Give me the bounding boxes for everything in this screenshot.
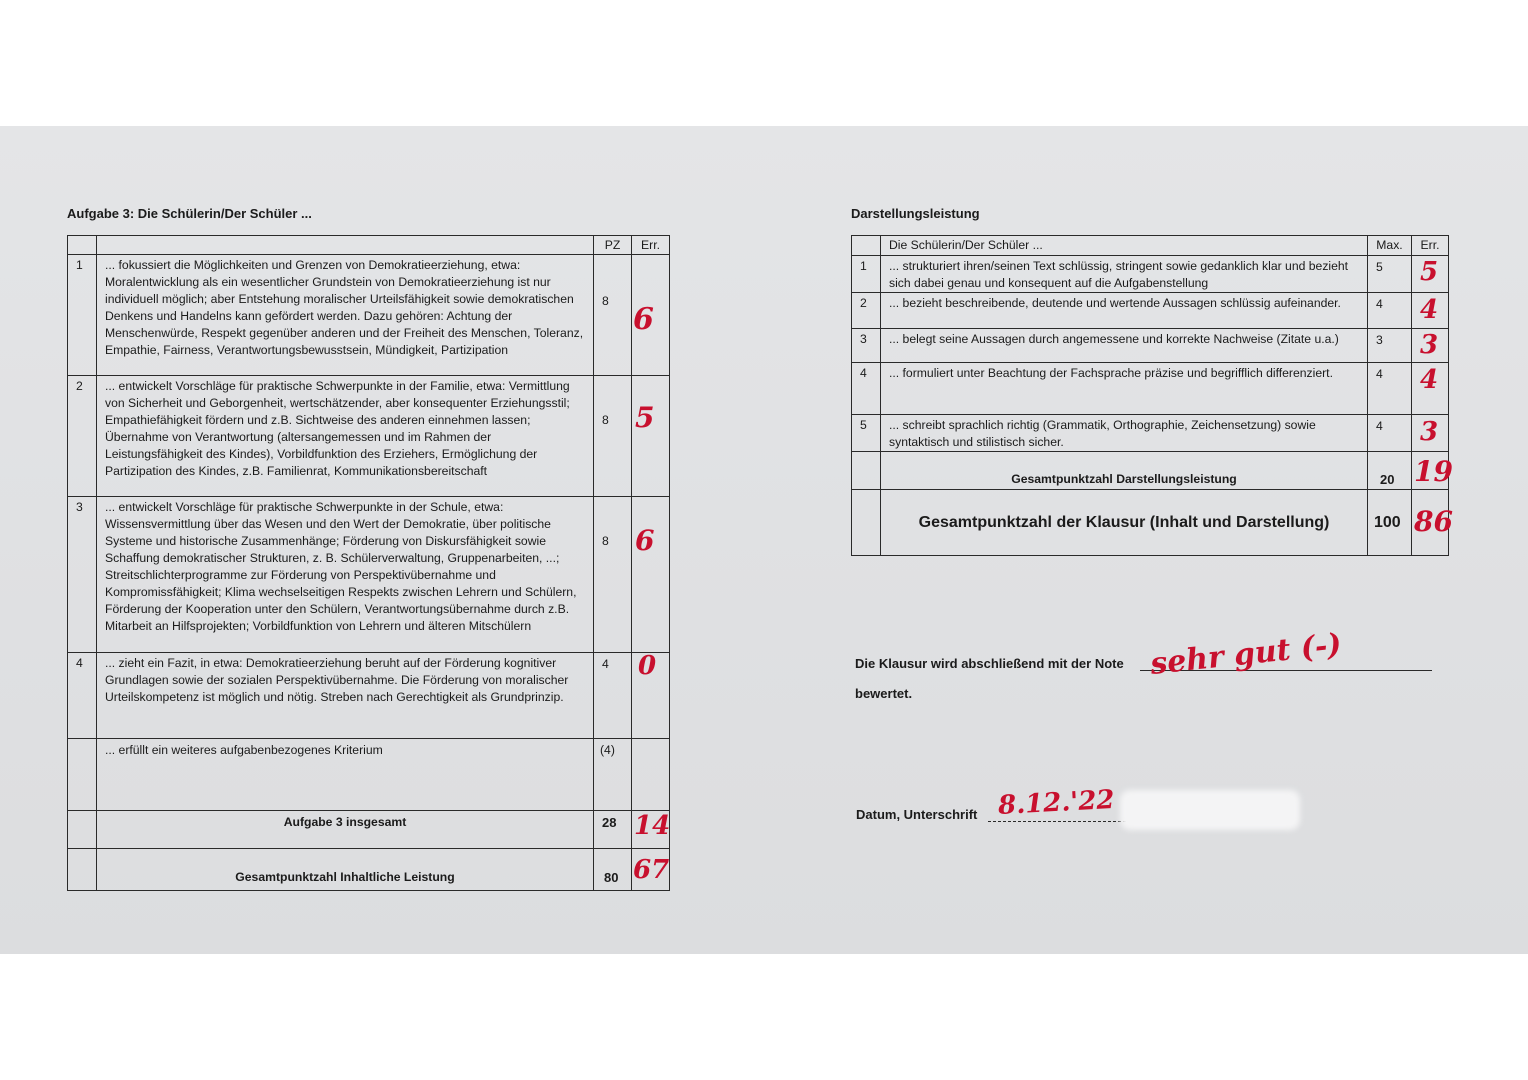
content-table [67, 235, 670, 891]
criterion-text: ... formuliert unter Beachtung der Fachsprache präzise und begrifflich differenziert. [881, 363, 1368, 415]
handwritten-exam-total: 86 [1414, 505, 1453, 538]
table-row [852, 363, 1449, 415]
criterion-text: ... bezieht beschreibende, deutende und wertende Aussagen schlüssig aufeinander. [881, 293, 1368, 329]
max-value: 5 [1368, 256, 1412, 293]
row-number: 3 [68, 497, 97, 653]
extra-pz-value: (4) [594, 739, 632, 811]
table-row [68, 255, 670, 376]
handwritten-date: 8.12.'22 [997, 784, 1116, 822]
max-value: 4 [1368, 363, 1412, 415]
task-sum-pz: 28 [594, 811, 632, 849]
handwritten-score: 6 [633, 302, 654, 337]
exam-total-label: Gesamtpunktzahl der Klausur (Inhalt und Darstellung) [881, 490, 1368, 556]
table-row [68, 376, 670, 497]
handwritten-score: 3 [1420, 330, 1439, 360]
row-number: 4 [852, 363, 881, 415]
grade-suffix: bewertet. [855, 686, 913, 701]
table-row [852, 293, 1449, 329]
redacted-signature [1120, 790, 1300, 830]
pz-value: 8 [594, 376, 632, 497]
table-header [852, 236, 1449, 256]
handwritten-content-total: 67 [633, 855, 670, 885]
max-value: 4 [1368, 293, 1412, 329]
pz-value: 8 [594, 255, 632, 376]
col-max-header: Max. [1368, 236, 1412, 256]
row-number: 3 [852, 329, 881, 363]
task-sum-row [68, 811, 670, 849]
col-err-header: Err. [1412, 236, 1449, 256]
exam-total-row [852, 490, 1449, 556]
max-value: 3 [1368, 329, 1412, 363]
row-number: 4 [68, 653, 97, 739]
presentation-sum-label: Gesamtpunktzahl Darstellungsleistung [881, 452, 1368, 490]
presentation-sum-max: 20 [1368, 452, 1412, 490]
criterion-text: ... schreibt sprachlich richtig (Grammatik, Orthographie, Zeichensetzung) sowie syntaktisch und stilistisch sicher. [881, 415, 1368, 452]
max-value: 4 [1368, 415, 1412, 452]
handwritten-score: 4 [1420, 365, 1439, 395]
handwritten-score: 0 [638, 651, 657, 681]
table-row [68, 653, 670, 739]
handwritten-score: 3 [1420, 417, 1439, 447]
handwritten-score: 4 [1420, 295, 1439, 325]
handwritten-task-sum: 14 [634, 811, 671, 841]
row-number: 2 [852, 293, 881, 329]
presentation-sum-row [852, 452, 1449, 490]
handwritten-grade: sehr gut (-) [1148, 627, 1344, 682]
content-total-row [68, 849, 670, 891]
row-number: 5 [852, 415, 881, 452]
table-row-extra [68, 739, 670, 811]
handwritten-score: 6 [635, 524, 655, 557]
criterion-text: ... fokussiert die Möglichkeiten und Grenzen von Demokratieerziehung, etwa: Moralentwicklung als ein wesentlicher Grundstein von Demokratieerziehung ist nur individuell möglich; aber Entstehung moralischer Urteilsfähigkeit sowie demokratischen Denkens und Handelns kann gefördert werden. Dazu gehören: Achtung der Menschenwürde, Respekt gegenüber anderen und der Freiheit des Menschen, Toleranz, Empathie, Fairness, Verantwortungsbewusstsein, Mündigkeit, Partizipation [97, 255, 594, 376]
row-number: 1 [68, 255, 97, 376]
presentation-table [851, 235, 1453, 556]
table-row [852, 415, 1449, 452]
handwritten-score: 5 [1420, 257, 1439, 287]
right-title: Darstellungsleistung [851, 206, 980, 221]
criterion-text: ... entwickelt Vorschläge für praktische Schwerpunkte in der Schule, etwa: Wissensvermittlung über das Wesen und den Wert der Demokratie, über politische Systeme und historische Zusammenhänge; Förderung von Diskursfähigkeit sowie Schaffung demokratischer Strukturen, z. B. Schülerverwaltung, Gruppenarbeiten, ...; Streitschlichterprogramme zur Förderung von Perspektivübernahme und Kompromissfähigkeit; Klima wechselseitigen Respekts zwischen Lehrern und Schülern, Förderung der Kooperation unter den Schülern, Verantwortungsübernahme durch z.B. Mitarbeit an Hilfsprojekten; Vorbildfunktion von Lehrern und älteren Mitschülern [97, 497, 594, 653]
handwritten-score: 5 [635, 401, 655, 434]
criterion-text: ... zieht ein Fazit, in etwa: Demokratieerziehung beruht auf der Förderung kognitiver Grundlagen sowie der sozialen Perspektivübernahme. Die Förderung von moralischer Urteilskompetenz ist möglich und nötig. Streben nach Gerechtigkeit als Grundprinzip. [97, 653, 594, 739]
criterion-text: ... entwickelt Vorschläge für praktische Schwerpunkte in der Familie, etwa: Vermittlung von Sicherheit und Geborgenheit, wertschätzender, aber konsequenter Erziehungsstil; Empathiefähigkeit fördern und z.B. Sichtweise des anderen einnehmen lassen; Übernahme von Verantwortung (altersangemessen und im Rahmen der Leistungsfähigkeit des Kindes), Vorbildfunktion des Erziehers, Ermöglichung der Partizipation des Kindes, z.B. Familienrat, Kommunikationsbereitschaft [97, 376, 594, 497]
pz-value: 4 [594, 653, 632, 739]
task-sum-label: Aufgabe 3 insgesamt [97, 811, 594, 849]
criterion-text: ... strukturiert ihren/seinen Text schlüssig, stringent sowie gedanklich klar und bezieht sich dabei genau und konsequent auf die Aufgabenstellung [881, 256, 1368, 293]
left-title: Aufgabe 3: Die Schülerin/Der Schüler ... [67, 206, 312, 221]
row-number: 2 [68, 376, 97, 497]
table-header [68, 236, 670, 255]
col-err-header: Err. [632, 236, 670, 255]
table-row [852, 256, 1449, 293]
col-pz-header: PZ [594, 236, 632, 255]
pz-value: 8 [594, 497, 632, 653]
exam-total-max: 100 [1368, 490, 1412, 556]
content-total-pz: 80 [594, 849, 632, 891]
table-row [852, 329, 1449, 363]
table-row [68, 497, 670, 653]
signature-label: Datum, Unterschrift [856, 807, 978, 822]
extra-criterion-text: ... erfüllt ein weiteres aufgabenbezogenes Kriterium [97, 739, 594, 811]
criterion-text: ... belegt seine Aussagen durch angemessene und korrekte Nachweise (Zitate u.a.) [881, 329, 1368, 363]
handwritten-presentation-sum: 19 [1414, 455, 1453, 488]
grade-prefix: Die Klausur wird abschließend mit der Note [855, 656, 1124, 671]
presentation-header: Die Schülerin/Der Schüler ... [881, 236, 1368, 256]
content-total-label: Gesamtpunktzahl Inhaltliche Leistung [97, 849, 594, 891]
row-number: 1 [852, 256, 881, 293]
